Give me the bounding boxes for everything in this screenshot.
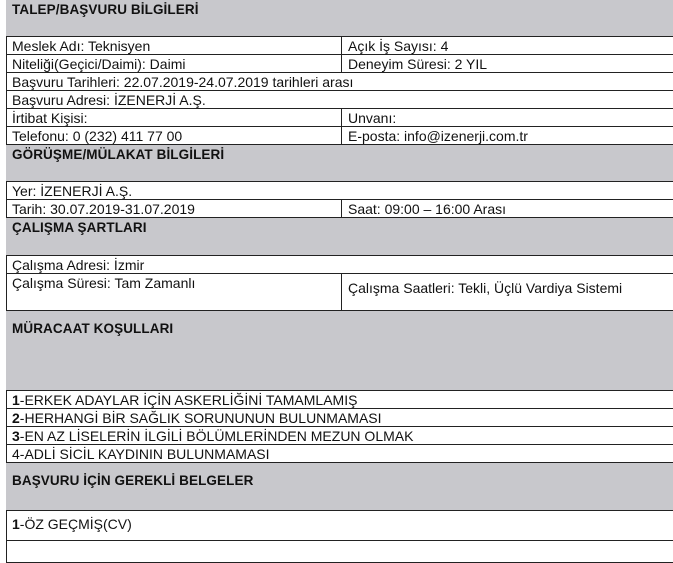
section-title: MÜRACAAT KOŞULLARI [12, 321, 174, 336]
field-basvuru-adresi: Başvuru Adresi: İZENERJİ A.Ş. [12, 92, 206, 108]
list-item-text [12, 446, 270, 462]
list-item-label: -ÖZ GEÇMİŞ(CV) [19, 516, 132, 532]
list-item-muracaat-2 [6, 408, 673, 426]
column-divider [341, 55, 342, 72]
list-item-number: 3 [12, 428, 20, 444]
list-item-text [12, 410, 382, 426]
section-header-belgeler [6, 462, 673, 510]
section-header-muracaat [6, 310, 673, 390]
row-tarihler [6, 72, 673, 90]
field-calisma-suresi: Çalışma Süresi: Tam Zamanlı [12, 275, 196, 291]
list-item-text [12, 428, 413, 444]
section-title: GÖRÜŞME/MÜLAKAT BİLGİLERİ [12, 147, 225, 162]
row-adres [6, 90, 673, 108]
field-saat: Saat: 09:00 – 16:00 Arası [348, 201, 507, 217]
list-item-number: 4 [12, 446, 20, 462]
list-item-number: 1 [12, 392, 20, 408]
field-eposta: E-posta: info@izenerji.com.tr [348, 128, 528, 144]
row-telefon [6, 126, 673, 144]
field-deneyim: Deneyim Süresi: 2 YIL [348, 56, 488, 72]
list-item-label: -ADLİ SİCİL KAYDININ BULUNMAMASI [19, 446, 270, 462]
row-tarih [6, 199, 673, 217]
field-tarih: Tarih: 30.07.2019-31.07.2019 [12, 201, 195, 217]
list-item-number: 2 [12, 410, 20, 426]
list-item-number: 1 [12, 516, 20, 532]
field-calisma-saatleri: Çalışma Saatleri: Tekli, Üçlü Vardiya Sistemi [348, 280, 623, 296]
field-telefon: Telefonu: 0 (232) 411 77 00 [12, 128, 183, 144]
section-title: BAŞVURU İÇİN GEREKLİ BELGELER [12, 473, 254, 488]
section-title: TALEP/BAŞVURU BİLGİLERİ [12, 2, 199, 17]
section-header-calisma [6, 217, 673, 255]
row-calisma-adres [6, 255, 673, 273]
list-item-text [12, 392, 357, 408]
section-title: ÇALIŞMA ŞARTLARI [12, 220, 147, 235]
field-yer: Yer: İZENERJİ A.Ş. [12, 183, 133, 199]
field-irtibat: İrtibat Kişisi: [12, 110, 88, 126]
section-header-gorusme [6, 144, 673, 181]
field-meslek: Meslek Adı: Teknisyen [12, 38, 151, 54]
row-yer [6, 181, 673, 199]
field-basvuru-tarihleri: Başvuru Tarihleri: 22.07.2019-24.07.2019 tarihleri arası [12, 74, 354, 90]
list-item-text [12, 516, 132, 540]
column-divider [341, 274, 342, 310]
section-header-talep [6, 0, 673, 36]
list-item-label: -HERHANGİ BİR SAĞLIK SORUNUNUN BULUNMAMASI [19, 410, 382, 426]
row-meslek [6, 36, 673, 54]
column-divider [341, 127, 342, 144]
field-unvani: Unvanı: [348, 110, 397, 126]
field-niteligi: Niteliği(Geçici/Daimi): Daimi [12, 56, 186, 72]
list-item-label: -EN AZ LİSELERİN İLGİLİ BÖLÜMLERİNDEN MEZUN OLMAK [19, 428, 414, 444]
empty-row [6, 540, 673, 563]
list-item-label: -ERKEK ADAYLAR İÇİN ASKERLİĞİNİ TAMAMLAMIŞ [19, 392, 358, 408]
list-item-belge-1 [6, 510, 673, 540]
field-calisma-adresi: Çalışma Adresi: İzmir [12, 257, 145, 273]
list-item-muracaat-3 [6, 426, 673, 444]
column-divider [341, 109, 342, 126]
row-niteligi [6, 54, 673, 72]
list-item-muracaat-4 [6, 444, 673, 462]
field-acik-is: Açık İş Sayısı: 4 [348, 38, 449, 54]
row-irtibat [6, 108, 673, 126]
column-divider [341, 37, 342, 54]
row-calisma-sure [6, 273, 673, 310]
list-item-muracaat-1 [6, 390, 673, 408]
column-divider [341, 200, 342, 217]
